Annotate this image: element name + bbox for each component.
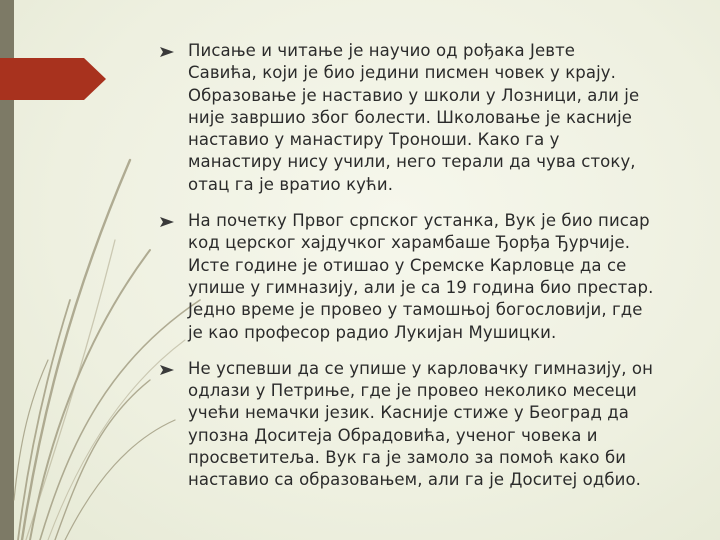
bullet-text: Не успевши да се упише у карловачку гимназију, он одлази у Петриње, где је провео неколико месеци учећи немачки језик. Касније стиже у Београд да упозна Доситеја Обрадовића, ученог човека и просветитеља. Вук га је замоло за помоћ како би наставио са образовањем, али га је Доситеј одбио. <box>188 358 653 490</box>
accent-tab <box>0 58 106 100</box>
bullet-item <box>160 358 680 492</box>
bullet-text: На почетку Првог српског устанка, Вук је био писар код церског хајдучког харамбаше Ђорђа Ђурчије. Исте године је отишао у Сремске Карловце да се упише у гимназију, али је са 19 година био престар. Једно време је провео у тамошњој богословији, где је као професор радио Лукијан Мушицки. <box>188 211 654 342</box>
content-area <box>160 40 680 506</box>
bullet-text: Писање и читање је научио од рођака Јевте Савића, који је био једини писмен човек у крају. Образовање је наставио у школи у Лозници, али је није завршио због болести. Школовање је касније наставио у манастиру Троноши. Како га у манастиру нису учили, него терали да чува стоку, отац га је вратио кући. <box>188 41 640 194</box>
arrowhead-bullet-icon <box>160 47 174 57</box>
arrowhead-bullet-icon <box>160 217 174 227</box>
bullet-item <box>160 210 680 344</box>
arrowhead-bullet-icon <box>160 365 174 375</box>
bullet-item <box>160 40 680 196</box>
